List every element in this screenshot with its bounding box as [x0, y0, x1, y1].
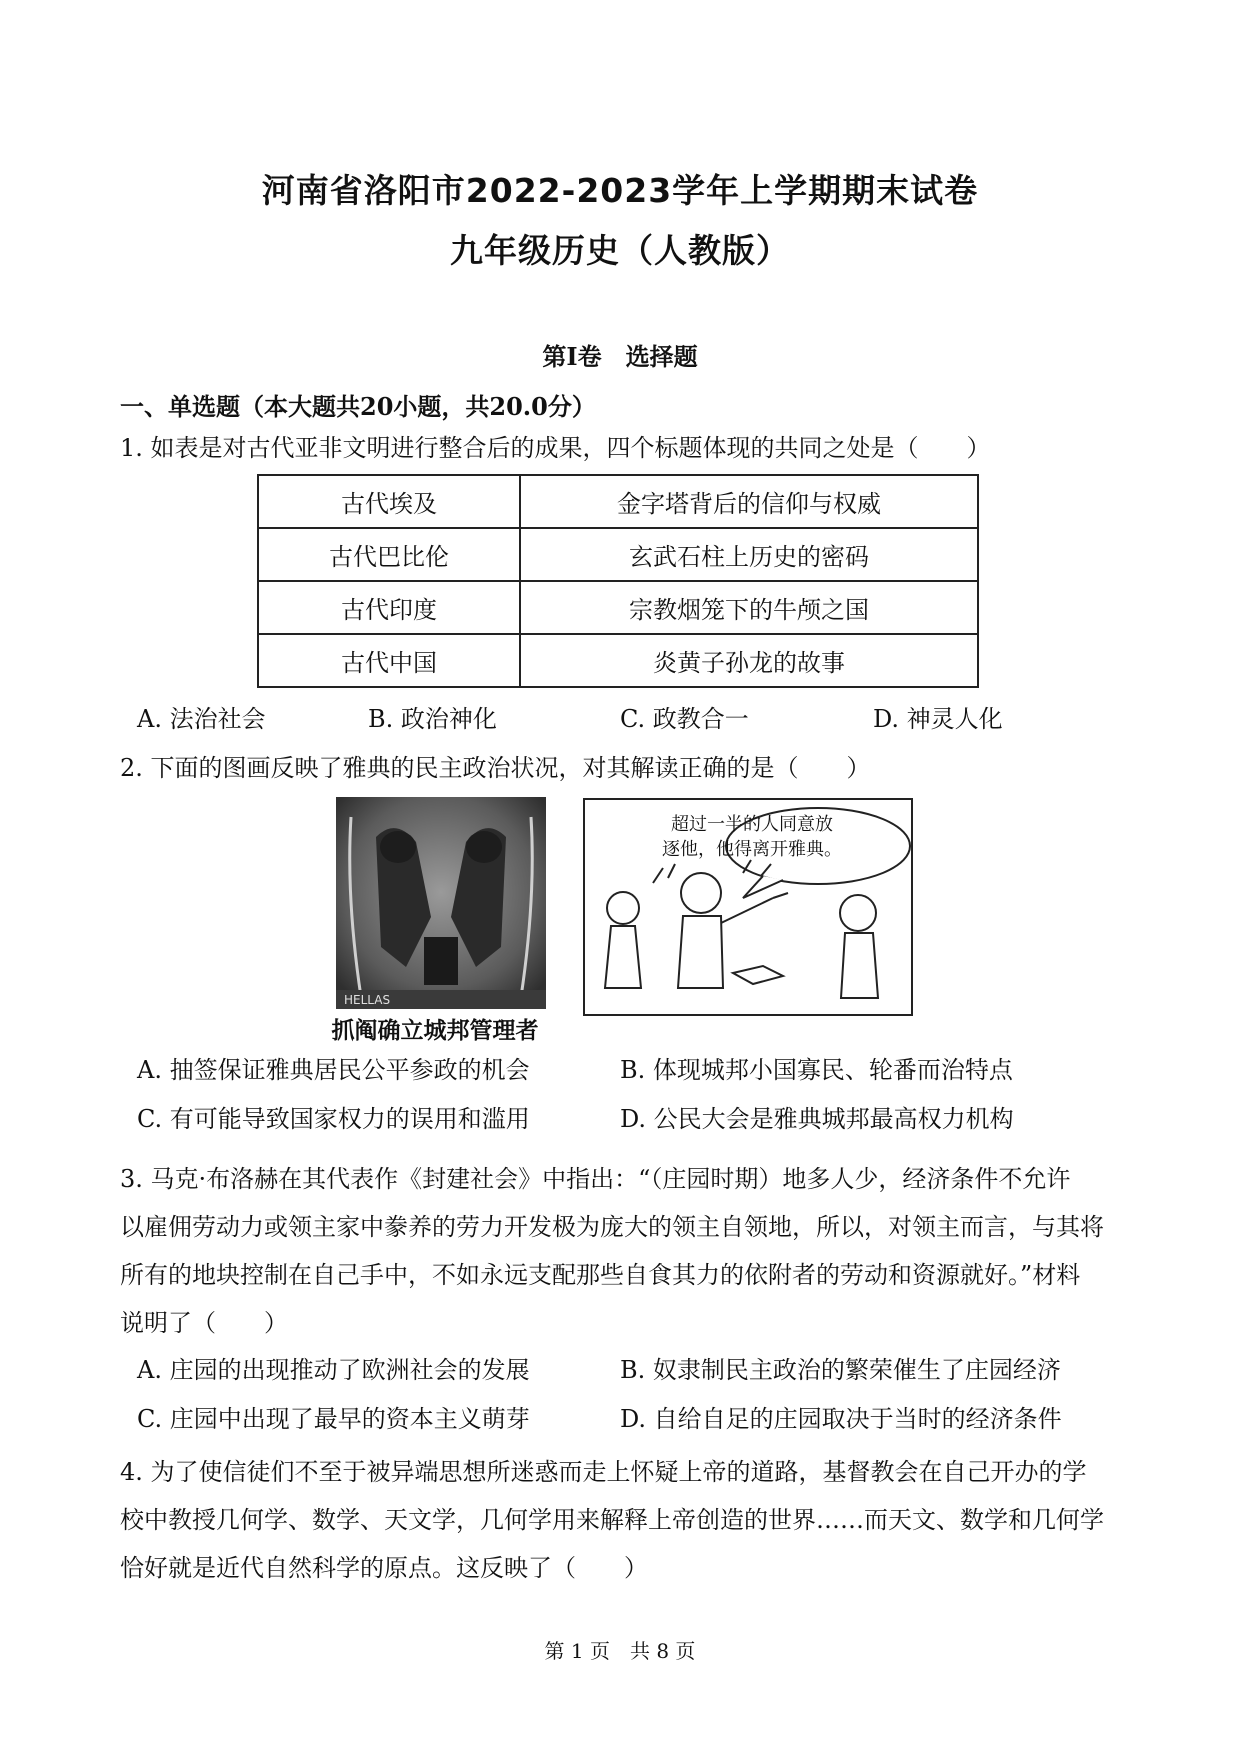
table-cell: 古代巴比伦	[258, 528, 520, 581]
q2-option-d: D. 公民大会是雅典城邦最高权力机构	[620, 1105, 1014, 1133]
q2-option-c: C. 有可能导致国家权力的误用和滥用	[137, 1105, 530, 1133]
hellas-label: HELLAS	[344, 993, 391, 1007]
volume-title: 第Ⅰ卷 选择题	[542, 342, 698, 371]
q3-line-3: 所有的地块控制在自己手中，不如永远支配那些自食其力的依附者的劳动和资源就好。”材料	[120, 1261, 1081, 1289]
q3-line-4: 说明了（ ）	[120, 1309, 288, 1337]
q1-option-d: D. 神灵人化	[873, 705, 1003, 733]
question-2-stem: 2. 下面的图画反映了雅典的民主政治状况，对其解读正确的是（ ）	[120, 754, 871, 782]
question-1-stem: 1. 如表是对古代亚非文明进行整合后的成果，四个标题体现的共同之处是（ ）	[120, 434, 991, 462]
q1-option-b: B. 政治神化	[368, 705, 497, 733]
q2-option-b: B. 体现城邦小国寡民、轮番而治特点	[620, 1056, 1013, 1084]
exam-subtitle: 九年级历史（人教版）	[450, 231, 790, 270]
table-cell: 古代印度	[258, 581, 520, 634]
q2-option-a: A. 抽签保证雅典居民公平参政的机会	[137, 1056, 530, 1084]
vase-caption: 抓阄确立城邦管理者	[331, 1018, 539, 1044]
q4-line-2: 校中教授几何学、数学、天文学，几何学用来解释上帝创造的世界……而天文、数学和几何学	[120, 1506, 1104, 1534]
q4-line-3: 恰好就是近代自然科学的原点。这反映了（ ）	[120, 1554, 648, 1582]
page-number: 第 1 页 共 8 页	[544, 1639, 696, 1663]
question-3-stem	[120, 1155, 1135, 1347]
table-row	[258, 581, 978, 634]
vase-painting-image	[336, 797, 546, 1009]
q3-line-2: 以雇佣劳动力或领主家中豢养的劳力开发极为庞大的领主自领地，所以，对领主而言，与其将	[120, 1213, 1104, 1241]
table-row	[258, 528, 978, 581]
q1-option-a: A. 法治社会	[137, 705, 266, 733]
civilization-table	[257, 474, 979, 688]
table-row	[258, 634, 978, 687]
question-4-stem	[120, 1448, 1135, 1592]
speech-bubble-line-2: 逐他，他得离开雅典。	[662, 839, 842, 860]
part-title: 一、单选题（本大题共20小题，共20.0分）	[120, 392, 596, 421]
q3-line-1: 3. 马克·布洛赫在其代表作《封建社会》中指出：“（庄园时期）地多人少，经济条件不允许	[120, 1165, 1071, 1193]
table-cell: 玄武石柱上历史的密码	[520, 528, 978, 581]
exam-title: 河南省洛阳市2022-2023学年上学期期末试卷	[261, 171, 979, 210]
q4-line-1: 4. 为了使信徒们不至于被异端思想所迷惑而走上怀疑上帝的道路，基督教会在自己开办的学	[120, 1458, 1087, 1486]
table-cell: 宗教烟笼下的牛颅之国	[520, 581, 978, 634]
table-cell: 古代中国	[258, 634, 520, 687]
q1-option-c: C. 政教合一	[620, 705, 749, 733]
q3-option-b: B. 奴隶制民主政治的繁荣催生了庄园经济	[620, 1356, 1061, 1384]
q3-option-d: D. 自给自足的庄园取决于当时的经济条件	[620, 1405, 1062, 1433]
table-cell: 金字塔背后的信仰与权威	[520, 475, 978, 528]
q3-option-a: A. 庄园的出现推动了欧洲社会的发展	[137, 1356, 530, 1384]
table-cell: 炎黄子孙龙的故事	[520, 634, 978, 687]
table-cell: 古代埃及	[258, 475, 520, 528]
speech-bubble-line-1: 超过一半的人同意放	[671, 814, 833, 835]
q3-option-c: C. 庄园中出现了最早的资本主义萌芽	[137, 1405, 530, 1433]
table-row	[258, 475, 978, 528]
